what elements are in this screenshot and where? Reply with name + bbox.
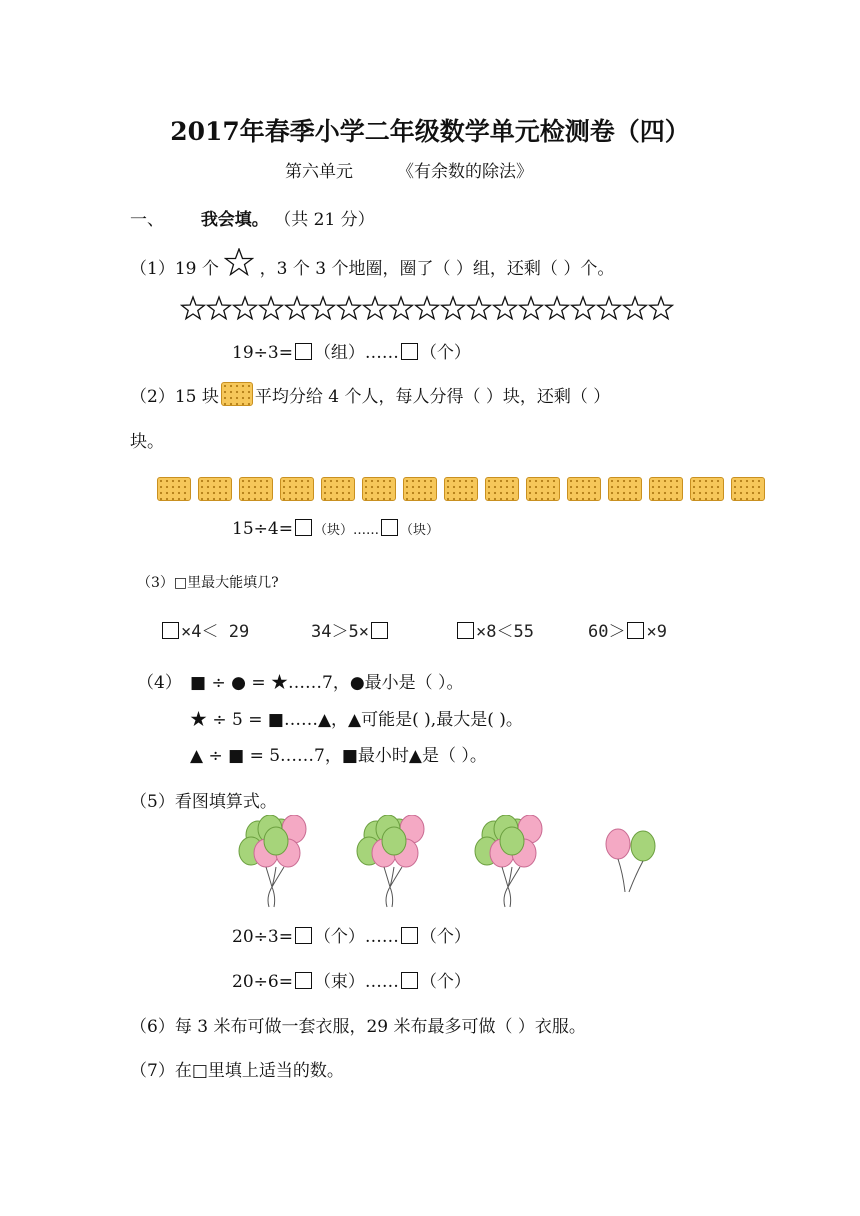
section-number: 一、 xyxy=(130,210,164,230)
star-outline-icon xyxy=(234,297,257,319)
section-heading xyxy=(130,205,375,230)
subtitle xyxy=(285,157,533,182)
q1-eq-c: （个） xyxy=(419,343,471,363)
answer-box[interactable] xyxy=(457,622,474,639)
cracker-row xyxy=(157,477,772,505)
q5-eq1-a: 20÷3= xyxy=(232,927,293,947)
ineq4-text-a: 60＞ xyxy=(588,622,626,642)
star-row xyxy=(180,294,680,324)
inequality-3 xyxy=(455,617,534,642)
cracker-icon xyxy=(731,477,765,501)
cracker-icon xyxy=(444,477,478,501)
answer-box[interactable] xyxy=(401,972,418,989)
answer-box[interactable] xyxy=(295,519,312,536)
answer-box[interactable] xyxy=(162,622,179,639)
q5-eq2-a: 20÷6= xyxy=(232,972,293,992)
balloon-bunch xyxy=(354,815,434,910)
section-points: （共 21 分） xyxy=(274,210,375,230)
cracker-icon xyxy=(198,477,232,501)
cracker-icon xyxy=(403,477,437,501)
answer-box[interactable] xyxy=(371,622,388,639)
q5-eq1-b: （个）…… xyxy=(313,927,399,947)
q5-equation-2 xyxy=(232,967,471,992)
star-outline-icon xyxy=(390,297,413,319)
star-outline-icon xyxy=(520,297,543,319)
section-label: 我会填。 xyxy=(200,210,269,230)
balloon-strings xyxy=(502,867,520,907)
q4-row-3: ▲ ÷ ■ = 5……7，■最小时▲是（ ）。 xyxy=(190,746,487,766)
cracker-icon xyxy=(649,477,683,501)
green-balloon xyxy=(631,831,655,861)
cracker-icon xyxy=(221,382,253,406)
balloon-pair xyxy=(603,826,663,896)
pink-balloon xyxy=(606,829,630,859)
star-outline-icon xyxy=(416,297,439,319)
q1-eq-a: 19÷3= xyxy=(232,343,293,363)
q5-eq2-b: （束）…… xyxy=(313,972,399,992)
q2-eq-b: （块）…… xyxy=(313,523,379,538)
answer-box[interactable] xyxy=(401,343,418,360)
cracker-icon xyxy=(567,477,601,501)
star-outline-icon xyxy=(650,297,673,319)
star-outline-icon xyxy=(572,297,595,319)
ineq1-text: ×4＜ 29 xyxy=(181,622,250,642)
inequality-4 xyxy=(588,617,667,642)
q6-text: （6）每 3 米布可做一套衣服，29 米布最多可做（ ）衣服。 xyxy=(130,1017,586,1037)
balloon-bunch xyxy=(472,815,552,910)
q2-text xyxy=(130,382,610,407)
cracker-icon xyxy=(239,477,273,501)
cracker-icon xyxy=(280,477,314,501)
q2-text-b: 平均分给 4 个人，每人分得（ ）块，还剩（ ） xyxy=(254,387,611,407)
star-outline-icon xyxy=(286,297,309,319)
star-outline-icon xyxy=(224,248,254,276)
ineq3-text: ×8＜55 xyxy=(476,622,534,642)
balloon-strings xyxy=(266,867,284,907)
q4-row-1: ■ ÷ ● = ★……7，●最小是（ ）。 xyxy=(190,673,464,693)
inequality-2 xyxy=(311,617,390,642)
star-outline-icon xyxy=(546,297,569,319)
star-outline-icon xyxy=(312,297,335,319)
q1-text-a: （1）19 个 xyxy=(130,259,219,279)
q2-text-c: 块。 xyxy=(130,432,164,452)
balloon-strings xyxy=(618,859,643,892)
star-outline-icon xyxy=(468,297,491,319)
q2-eq-c: （块） xyxy=(399,523,439,538)
q7-text: （7）在□里填上适当的数。 xyxy=(130,1061,344,1081)
star-outline-icon xyxy=(208,297,231,319)
q1-eq-b: （组）…… xyxy=(313,343,399,363)
answer-box[interactable] xyxy=(627,622,644,639)
star-outline-icon xyxy=(364,297,387,319)
green-balloon xyxy=(264,827,288,855)
q1-equation xyxy=(232,338,471,363)
cracker-icon xyxy=(362,477,396,501)
q2-eq-a: 15÷4= xyxy=(232,519,293,539)
answer-box[interactable] xyxy=(295,972,312,989)
cracker-icon xyxy=(157,477,191,501)
q5-eq2-c: （个） xyxy=(419,972,471,992)
cracker-icon xyxy=(485,477,519,501)
page-title: 2017年春季小学二年级数学单元检测卷（四） xyxy=(170,117,690,146)
topic-label: 《有余数的除法》 xyxy=(397,162,533,182)
star-outline-icon xyxy=(338,297,361,319)
green-balloon xyxy=(500,827,524,855)
q2-text-a: （2）15 块 xyxy=(130,387,219,407)
star-outline-icon xyxy=(442,297,465,319)
unit-label: 第六单元 xyxy=(285,162,353,182)
star-outline-icon xyxy=(624,297,647,319)
star-outline-icon xyxy=(182,297,205,319)
cracker-icon xyxy=(608,477,642,501)
q5-prompt: （5）看图填算式。 xyxy=(130,792,277,812)
star-outline-icon xyxy=(494,297,517,319)
ineq2-text: 34＞5× xyxy=(311,622,369,642)
q5-equation-1 xyxy=(232,922,471,947)
cracker-icon xyxy=(690,477,724,501)
answer-box[interactable] xyxy=(381,519,398,536)
star-outline-icon xyxy=(598,297,621,319)
q5-eq1-c: （个） xyxy=(419,927,471,947)
star-outline-icon xyxy=(260,297,283,319)
answer-box[interactable] xyxy=(295,927,312,944)
q1-text-b: ，3 个 3 个地圈，圈了（ ）组，还剩（ ）个。 xyxy=(259,259,615,279)
green-balloon xyxy=(382,827,406,855)
balloon-strings xyxy=(384,867,402,907)
answer-box[interactable] xyxy=(401,927,418,944)
q4-label: （4） xyxy=(137,673,182,693)
balloon-bunch xyxy=(236,815,316,910)
q4-row-2: ★ ÷ 5 = ■……▲，▲可能是( ),最大是( )。 xyxy=(190,710,523,730)
cracker-icon xyxy=(526,477,560,501)
inequality-1 xyxy=(160,617,249,642)
answer-box[interactable] xyxy=(295,343,312,360)
q3-prompt: （3）□里最大能填几? xyxy=(137,575,279,591)
cracker-icon xyxy=(321,477,355,501)
ineq4-text-b: ×9 xyxy=(646,622,667,642)
q2-equation xyxy=(232,519,439,539)
q1-text xyxy=(130,248,614,279)
